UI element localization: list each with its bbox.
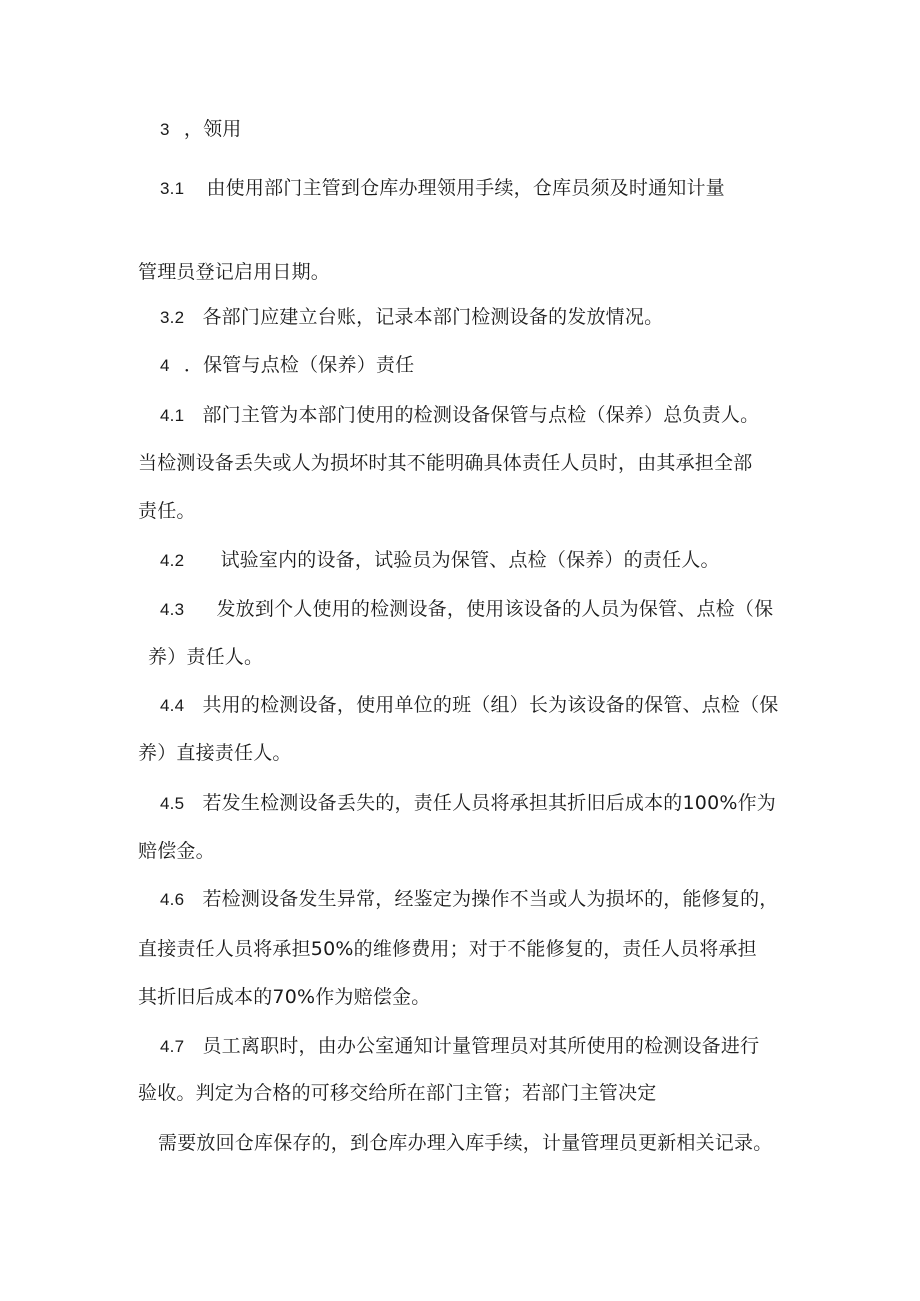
clause-4-2 <box>160 548 720 573</box>
section-3-heading <box>160 117 242 142</box>
clause-4-4-line-2 <box>138 741 292 765</box>
clause-text: 各部门应建立台账，记录本部门检测设备的发放情况。 <box>202 306 664 328</box>
clause-text: 员工离职时，由办公室通知计量管理员对其所使用的检测设备进行 <box>202 1035 760 1057</box>
clause-number: 3.2 <box>160 308 185 327</box>
clause-4-7-line-2 <box>138 1081 656 1105</box>
clause-number: 4.2 <box>160 551 185 570</box>
clause-text: 由使用部门主管到仓库办理领用手续，仓库员须及时通知计量 <box>206 177 725 199</box>
clause-3-1-line-1 <box>160 176 725 201</box>
clause-text: 需要放回仓库保存的，到仓库办理入库手续，计量管理员更新相关记录。 <box>158 1132 773 1154</box>
clause-text: 管理员登记启用日期。 <box>138 261 331 283</box>
clause-text: 其折旧后成本的70%作为赔偿金。 <box>138 986 431 1008</box>
clause-3-1-line-2 <box>138 260 330 284</box>
clause-text: 试验室内的设备，试验员为保管、点检（保养）的责任人。 <box>220 549 720 571</box>
clause-text: 若检测设备发生异常，经鉴定为操作不当或人为损坏的，能修复的， <box>202 888 779 910</box>
clause-number: 4.5 <box>160 794 185 813</box>
clause-4-1-line-2 <box>138 451 752 475</box>
clause-4-6-line-2 <box>138 937 757 961</box>
section-4-heading <box>160 353 414 378</box>
clause-number: 4.4 <box>160 696 185 715</box>
section-number: 3 <box>160 120 170 139</box>
clause-4-6-line-3 <box>138 985 430 1009</box>
clause-number: 4.7 <box>160 1037 185 1056</box>
clause-number: 4.6 <box>160 890 185 909</box>
section-number: 4 <box>160 356 170 375</box>
clause-4-5-line-1 <box>160 791 776 816</box>
clause-text: 养）责任人。 <box>148 646 264 668</box>
section-title: ，领用 <box>183 118 242 140</box>
clause-4-1-line-3 <box>138 499 196 523</box>
clause-4-3-line-1 <box>160 597 773 622</box>
clause-4-5-line-2 <box>138 839 215 863</box>
clause-text: 赔偿金。 <box>138 840 215 862</box>
clause-text: 验收。判定为合格的可移交给所在部门主管；若部门主管决定 <box>138 1082 657 1104</box>
clause-4-3-line-2 <box>148 645 263 669</box>
clause-4-7-line-3 <box>158 1131 772 1155</box>
clause-4-7-line-1 <box>160 1034 759 1059</box>
clause-4-6-line-1 <box>160 887 779 912</box>
section-title: ．保管与点检（保养）责任 <box>183 354 415 376</box>
clause-number: 4.1 <box>160 406 185 425</box>
clause-text: 部门主管为本部门使用的检测设备保管与点检（保养）总负责人。 <box>202 404 760 426</box>
clause-text: 养）直接责任人。 <box>138 742 292 764</box>
clause-text: 直接责任人员将承担50%的维修费用；对于不能修复的，责任人员将承担 <box>138 938 757 960</box>
clause-text: 若发生检测设备丢失的，责任人员将承担其折旧后成本的100%作为 <box>202 792 777 814</box>
clause-number: 3.1 <box>160 179 185 198</box>
clause-4-1-line-1 <box>160 403 759 428</box>
clause-text: 共用的检测设备，使用单位的班（组）长为该设备的保管、点检（保 <box>202 694 779 716</box>
clause-text: 发放到个人使用的检测设备，使用该设备的人员为保管、点检（保 <box>216 598 774 620</box>
clause-text: 当检测设备丢失或人为损坏时其不能明确具体责任人员时，由其承担全部 <box>138 452 753 474</box>
clause-number: 4.3 <box>160 600 185 619</box>
clause-3-2 <box>160 305 663 330</box>
clause-text: 责任。 <box>138 500 196 522</box>
clause-4-4-line-1 <box>160 693 779 718</box>
